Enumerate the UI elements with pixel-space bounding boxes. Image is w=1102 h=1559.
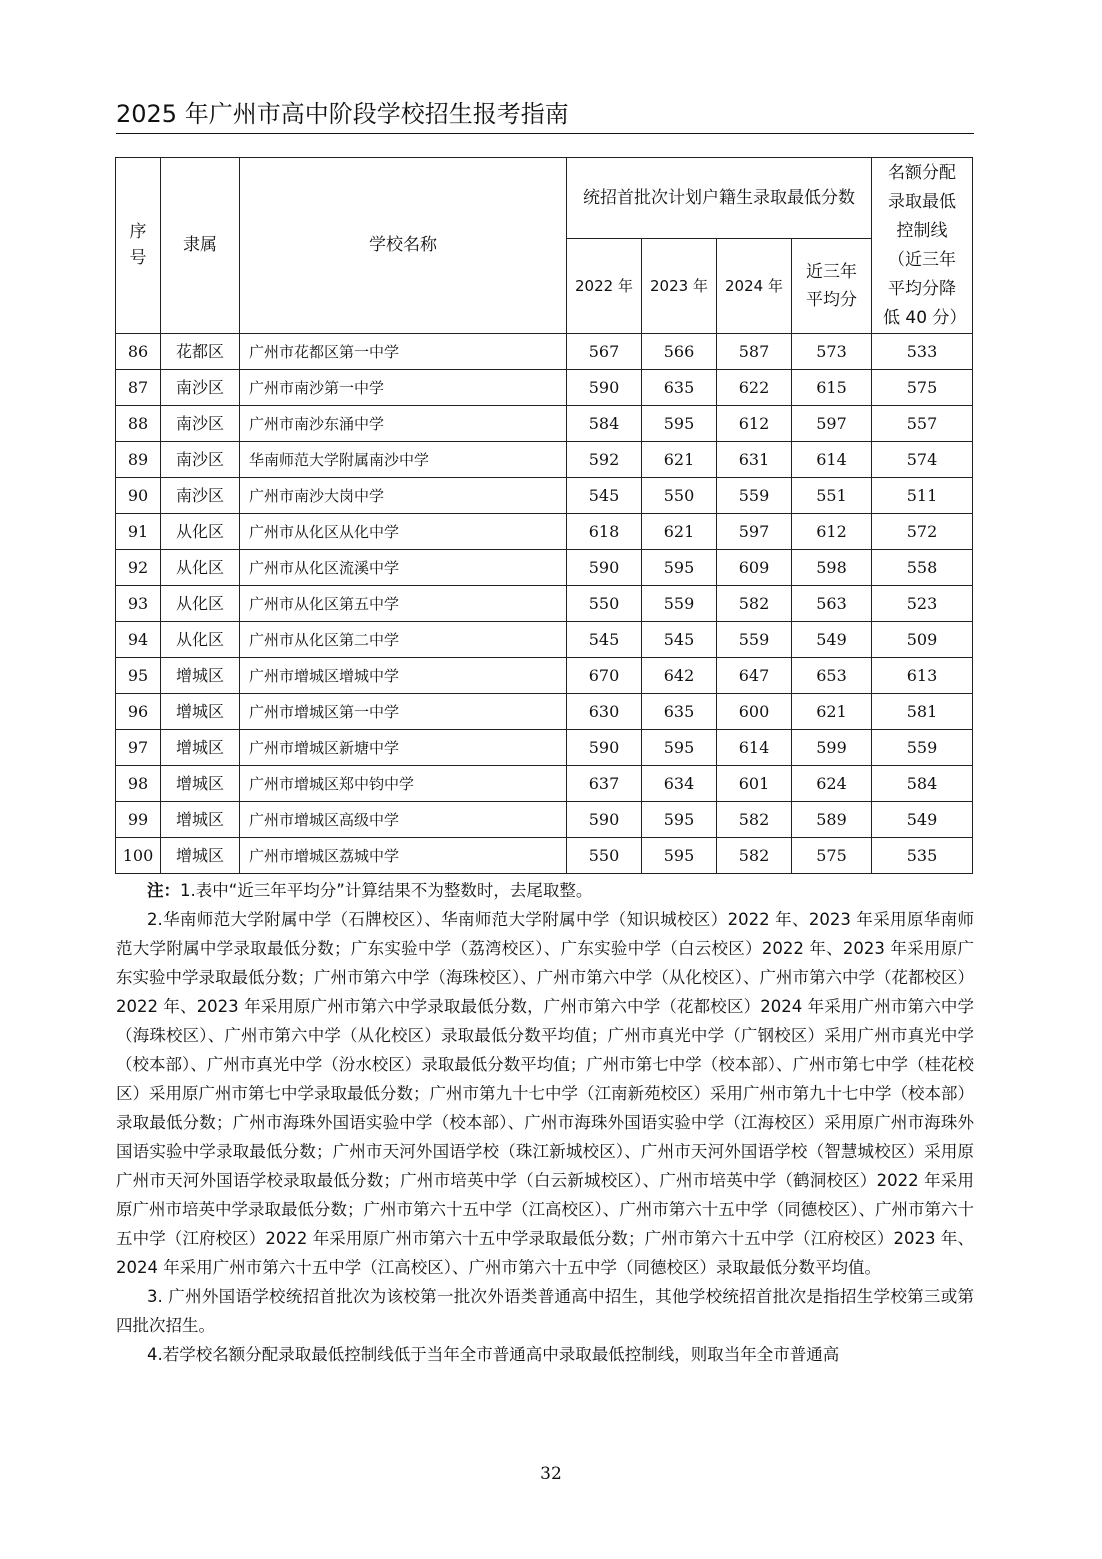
cell-score-2022: 545 — [567, 622, 642, 658]
note-label: 注： — [147, 881, 180, 900]
document-title: 2025 年广州市高中阶段学校招生报考指南 — [116, 100, 569, 128]
cell-district: 从化区 — [161, 586, 240, 622]
cell-score-2023: 634 — [642, 766, 717, 802]
cell-school-name: 广州市增城区第一中学 — [240, 694, 567, 730]
cell-school-name: 广州市增城区荔城中学 — [240, 838, 567, 874]
note-2: 2.华南师范大学附属中学（石牌校区）、华南师范大学附属中学（知识城校区）2022 年、2023 年采用原华南师范大学附属中学录取最低分数；广东实验中学（荔湾校区）、广东实验中学（白云校区）2022 年、2023 年采用原广东实验中学录取最低分数；广州市第六中学（海珠校区）、广州市第六中学（从化校区）、广州市第六中学（花都校区）2022 年、2023 年采用原广州市第六中学录取最低分数，广州市第六中学（花都校区）2024 年采用广州市第六中学（海珠校区）、广州市第六中学（从化校区）录取最低分数平均值；广州市真光中学（广钢校区）采用广州市真光中学（校本部）、广州市真光中学（汾水校区）录取最低分数平均值；广州市第七中学（校本部）、广州市第七中学（桂花校区）采用原广州市第七中学录取最低分数；广州市第九十七中学（江南新苑校区）采用广州市第九十七中学（校本部）录取最低分数；广州市海珠外国语实验中学（校本部）、广州市海珠外国语实验中学（江海校区）采用原广州市海珠外国语实验中学录取最低分数；广州市天河外国语学校（珠江新城校区）、广州市天河外国语学校（智慧城校区）采用原广州市天河外国语学校录取最低分数；广州市培英中学（白云新城校区）、广州市培英中学（鹤洞校区）2022 年采用原广州市培英中学录取最低分数；广州市第六十五中学（江高校区）、广州市第六十五中学（同德校区）、广州市第六十五中学（江府校区）2022 年采用原广州市第六十五中学录取最低分数；广州市第六十五中学（江府校区）2023 年、2024 年采用广州市第六十五中学（江高校区）、广州市第六十五中学（同德校区）录取最低分数平均值。 — [116, 910, 974, 1277]
cell-school-name: 华南师范大学附属南沙中学 — [240, 442, 567, 478]
table-row — [116, 370, 973, 406]
cell-score-2023: 642 — [642, 658, 717, 694]
table-row — [116, 514, 973, 550]
cell-score-2022: 592 — [567, 442, 642, 478]
cell-school-name: 广州市南沙第一中学 — [240, 370, 567, 406]
cell-quota-line: 558 — [872, 550, 973, 586]
cell-district: 增城区 — [161, 694, 240, 730]
header-index: 序号 — [116, 158, 161, 334]
cell-index: 99 — [116, 802, 161, 838]
cell-average: 614 — [792, 442, 872, 478]
cell-average: 597 — [792, 406, 872, 442]
cell-score-2023: 595 — [642, 802, 717, 838]
cell-score-2024: 587 — [717, 334, 792, 370]
table-body — [116, 334, 973, 874]
cell-average: 589 — [792, 802, 872, 838]
note-4: 4.若学校名额分配录取最低控制线低于当年全市普通高中录取最低控制线，则取当年全市普通高 — [147, 1345, 840, 1364]
cell-score-2022: 550 — [567, 838, 642, 874]
notes-section — [116, 876, 974, 1369]
cell-score-2023: 635 — [642, 694, 717, 730]
cell-index: 86 — [116, 334, 161, 370]
header-school: 学校名称 — [240, 158, 567, 334]
cell-score-2024: 597 — [717, 514, 792, 550]
cell-school-name: 广州市增城区增城中学 — [240, 658, 567, 694]
table-row — [116, 838, 973, 874]
cell-score-2022: 545 — [567, 478, 642, 514]
cell-average: 573 — [792, 334, 872, 370]
cell-district: 增城区 — [161, 730, 240, 766]
cell-quota-line: 549 — [872, 802, 973, 838]
page-header — [116, 96, 974, 132]
cell-score-2024: 614 — [717, 730, 792, 766]
cell-district: 从化区 — [161, 514, 240, 550]
cell-quota-line: 584 — [872, 766, 973, 802]
cell-index: 92 — [116, 550, 161, 586]
cell-score-2023: 621 — [642, 442, 717, 478]
cell-index: 89 — [116, 442, 161, 478]
cell-score-2023: 595 — [642, 730, 717, 766]
table-row — [116, 658, 973, 694]
cell-index: 87 — [116, 370, 161, 406]
cell-district: 从化区 — [161, 550, 240, 586]
cell-score-2022: 584 — [567, 406, 642, 442]
cell-quota-line: 572 — [872, 514, 973, 550]
cell-school-name: 广州市从化区流溪中学 — [240, 550, 567, 586]
cell-score-2024: 559 — [717, 622, 792, 658]
cell-score-2024: 647 — [717, 658, 792, 694]
table-row — [116, 550, 973, 586]
cell-index: 88 — [116, 406, 161, 442]
cell-score-2024: 609 — [717, 550, 792, 586]
cell-score-2024: 622 — [717, 370, 792, 406]
cell-score-2023: 545 — [642, 622, 717, 658]
cell-average: 624 — [792, 766, 872, 802]
table-row — [116, 694, 973, 730]
cell-average: 653 — [792, 658, 872, 694]
cell-score-2024: 612 — [717, 406, 792, 442]
cell-quota-line: 559 — [872, 730, 973, 766]
table-row — [116, 766, 973, 802]
cell-score-2023: 550 — [642, 478, 717, 514]
table-row — [116, 730, 973, 766]
cell-score-2022: 590 — [567, 370, 642, 406]
cell-score-2024: 601 — [717, 766, 792, 802]
cell-quota-line: 613 — [872, 658, 973, 694]
cell-score-2024: 600 — [717, 694, 792, 730]
cell-district: 从化区 — [161, 622, 240, 658]
header-average: 近三年平均分 — [792, 239, 872, 334]
cell-score-2023: 635 — [642, 370, 717, 406]
header-district: 隶属 — [161, 158, 240, 334]
cell-average: 563 — [792, 586, 872, 622]
cell-score-2022: 590 — [567, 730, 642, 766]
cell-average: 598 — [792, 550, 872, 586]
cell-score-2022: 618 — [567, 514, 642, 550]
admission-scores-table — [115, 157, 973, 874]
cell-quota-line: 557 — [872, 406, 973, 442]
note-1: 注：1.表中“近三年平均分”计算结果不为整数时，去尾取整。 — [147, 881, 593, 900]
cell-index: 100 — [116, 838, 161, 874]
cell-district: 南沙区 — [161, 406, 240, 442]
header-divider — [116, 133, 974, 134]
cell-district: 南沙区 — [161, 370, 240, 406]
cell-quota-line: 533 — [872, 334, 973, 370]
cell-average: 621 — [792, 694, 872, 730]
cell-average: 599 — [792, 730, 872, 766]
cell-school-name: 广州市从化区第二中学 — [240, 622, 567, 658]
cell-quota-line: 509 — [872, 622, 973, 658]
cell-index: 93 — [116, 586, 161, 622]
cell-quota-line: 575 — [872, 370, 973, 406]
cell-average: 615 — [792, 370, 872, 406]
table-row — [116, 442, 973, 478]
cell-school-name: 广州市从化区从化中学 — [240, 514, 567, 550]
cell-score-2022: 670 — [567, 658, 642, 694]
header-2023: 2023 年 — [642, 239, 717, 334]
cell-average: 549 — [792, 622, 872, 658]
cell-score-2022: 590 — [567, 550, 642, 586]
page-number: 32 — [540, 1464, 562, 1484]
table-row — [116, 406, 973, 442]
cell-index: 94 — [116, 622, 161, 658]
cell-score-2023: 595 — [642, 838, 717, 874]
cell-school-name: 广州市花都区第一中学 — [240, 334, 567, 370]
header-2024: 2024 年 — [717, 239, 792, 334]
cell-quota-line: 511 — [872, 478, 973, 514]
cell-district: 增城区 — [161, 658, 240, 694]
cell-quota-line: 523 — [872, 586, 973, 622]
table-row — [116, 334, 973, 370]
cell-score-2023: 595 — [642, 406, 717, 442]
cell-district: 增城区 — [161, 766, 240, 802]
cell-score-2023: 559 — [642, 586, 717, 622]
cell-school-name: 广州市南沙大岗中学 — [240, 478, 567, 514]
cell-school-name: 广州市从化区第五中学 — [240, 586, 567, 622]
cell-score-2024: 582 — [717, 802, 792, 838]
cell-district: 南沙区 — [161, 478, 240, 514]
cell-index: 91 — [116, 514, 161, 550]
cell-district: 南沙区 — [161, 442, 240, 478]
header-quota: 名额分配录取最低控制线（近三年平均分降低 40 分） — [872, 158, 973, 334]
cell-index: 96 — [116, 694, 161, 730]
cell-score-2024: 582 — [717, 838, 792, 874]
cell-score-2023: 595 — [642, 550, 717, 586]
cell-school-name: 广州市增城区高级中学 — [240, 802, 567, 838]
table-row — [116, 586, 973, 622]
cell-school-name: 广州市增城区郑中钧中学 — [240, 766, 567, 802]
cell-index: 98 — [116, 766, 161, 802]
cell-quota-line: 581 — [872, 694, 973, 730]
cell-score-2024: 631 — [717, 442, 792, 478]
cell-score-2024: 582 — [717, 586, 792, 622]
cell-average: 551 — [792, 478, 872, 514]
cell-score-2022: 567 — [567, 334, 642, 370]
table-row — [116, 802, 973, 838]
cell-school-name: 广州市增城区新塘中学 — [240, 730, 567, 766]
cell-average: 575 — [792, 838, 872, 874]
cell-quota-line: 574 — [872, 442, 973, 478]
header-2022: 2022 年 — [567, 239, 642, 334]
table-row — [116, 478, 973, 514]
cell-average: 612 — [792, 514, 872, 550]
cell-score-2023: 621 — [642, 514, 717, 550]
cell-score-2022: 637 — [567, 766, 642, 802]
note-3: 3. 广州外国语学校统招首批次为该校第一批次外语类普通高中招生，其他学校统招首批次是指招生学校第三或第四批次招生。 — [116, 1287, 974, 1335]
cell-index: 97 — [116, 730, 161, 766]
table-row — [116, 622, 973, 658]
cell-score-2022: 550 — [567, 586, 642, 622]
cell-score-2024: 559 — [717, 478, 792, 514]
cell-score-2022: 590 — [567, 802, 642, 838]
cell-index: 90 — [116, 478, 161, 514]
cell-index: 95 — [116, 658, 161, 694]
cell-district: 增城区 — [161, 802, 240, 838]
cell-district: 花都区 — [161, 334, 240, 370]
cell-quota-line: 535 — [872, 838, 973, 874]
cell-score-2023: 566 — [642, 334, 717, 370]
cell-district: 增城区 — [161, 838, 240, 874]
cell-score-2022: 630 — [567, 694, 642, 730]
header-score-group: 统招首批次计划户籍生录取最低分数 — [567, 158, 872, 239]
cell-school-name: 广州市南沙东涌中学 — [240, 406, 567, 442]
